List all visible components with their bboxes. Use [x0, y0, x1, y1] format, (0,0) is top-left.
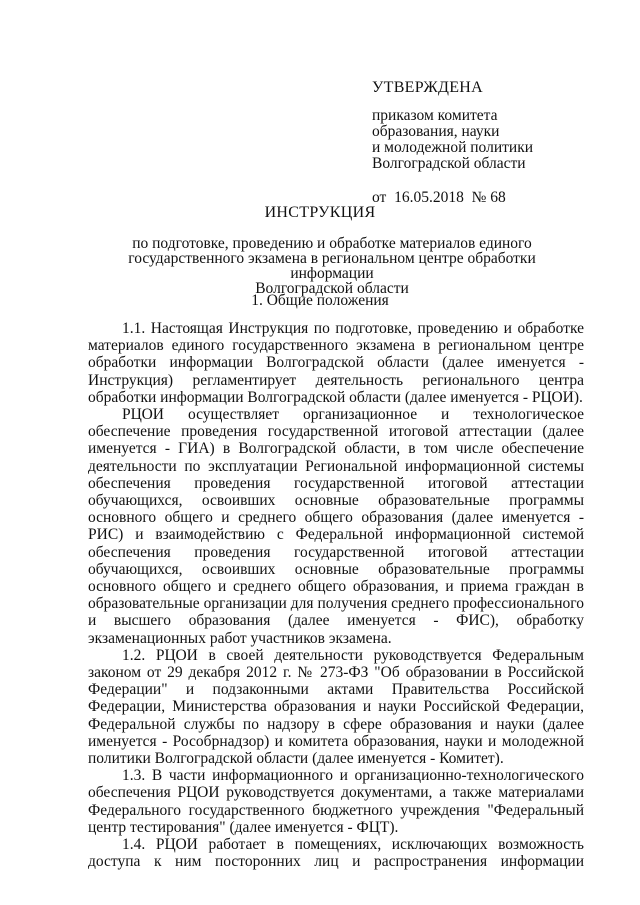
paragraph-1-3: 1.3. В части информационного и организационно-технологического обеспечения РЦОИ руководствуется документами, а также материалами Федерального государственного бюджетного учреждения "Федеральный центр тестирования" (далее именуется - ФЦТ).: [88, 767, 584, 836]
subtitle-line-1: по подготовке, проведению и обработке материалов единого: [132, 235, 532, 252]
paragraph-1-4: 1.4. РЦОИ работает в помещениях, исключающих возможность доступа к ним посторонних лиц и распространения информации: [88, 836, 584, 871]
paragraph-1-1: 1.1. Настоящая Инструкция по подготовке, проведению и обработке материалов единого государственного экзамена в региональном центре обработки информации Волгоградской области (далее именуется - Инструкция) регламентирует деятельность регионального центра обработки информации Волгоградской области (далее именуется - РЦОИ).: [88, 320, 584, 406]
body-text: [88, 320, 584, 871]
approval-line-2: образования, науки: [372, 123, 500, 140]
approval-heading: УТВЕРЖДЕНА: [372, 79, 484, 96]
approval-line-1: приказом комитета: [372, 107, 498, 124]
document-subtitle: [88, 236, 576, 296]
section-title: 1. Общие положения: [251, 292, 389, 309]
paragraph-1-2: 1.2. РЦОИ в своей деятельности руководствуется Федеральным законом от 29 декабря 2012 г. № 273-ФЗ "Об образовании в Российской Федерации" и подзаконными актами Правительства Российской Федерации, Министерства образования и науки Российской Федерации, Федеральной службы по надзору в сфере образования и науки (далее именуется - Рособрнадзор) и комитета образования, науки и молодежной политики Волгоградской области (далее именуется - Комитет).: [88, 646, 584, 768]
document-title: ИНСТРУКЦИЯ: [264, 204, 376, 221]
subtitle-line-2: государственного экзамена в региональном центре обработки информации: [128, 250, 536, 282]
approval-line-3: и молодежной политики: [372, 139, 534, 156]
subtitle-line-3: Волгоградской области: [255, 280, 409, 297]
approval-block: [372, 80, 612, 206]
approval-line-4: Волгоградской области: [372, 155, 526, 172]
paragraph-rcoi: РЦОИ осуществляет организационное и технологическое обеспечение проведения государственной итоговой аттестации (далее именуется - ГИА) в Волгоградской области, в том числе обеспечение деятельности по эксплуатации Региональной информационной системы обеспечения проведения государственной итоговой аттестации обучающихся, освоивших основные образовательные программы основного общего и среднего общего образования (далее именуется - РИС) и взаимодействию с Федеральной информационной системой обеспечения проведения государственной итоговой аттестации обучающихся, освоивших основные образовательные программы основного общего и среднего общего образования, и приема граждан в образовательные организации для получения среднего профессионального и высшего образования (далее именуется - ФИС), обработку экзаменационных работ участников экзамена.: [88, 406, 584, 647]
order-number-date: от 16.05.2018 № 68: [372, 189, 506, 206]
